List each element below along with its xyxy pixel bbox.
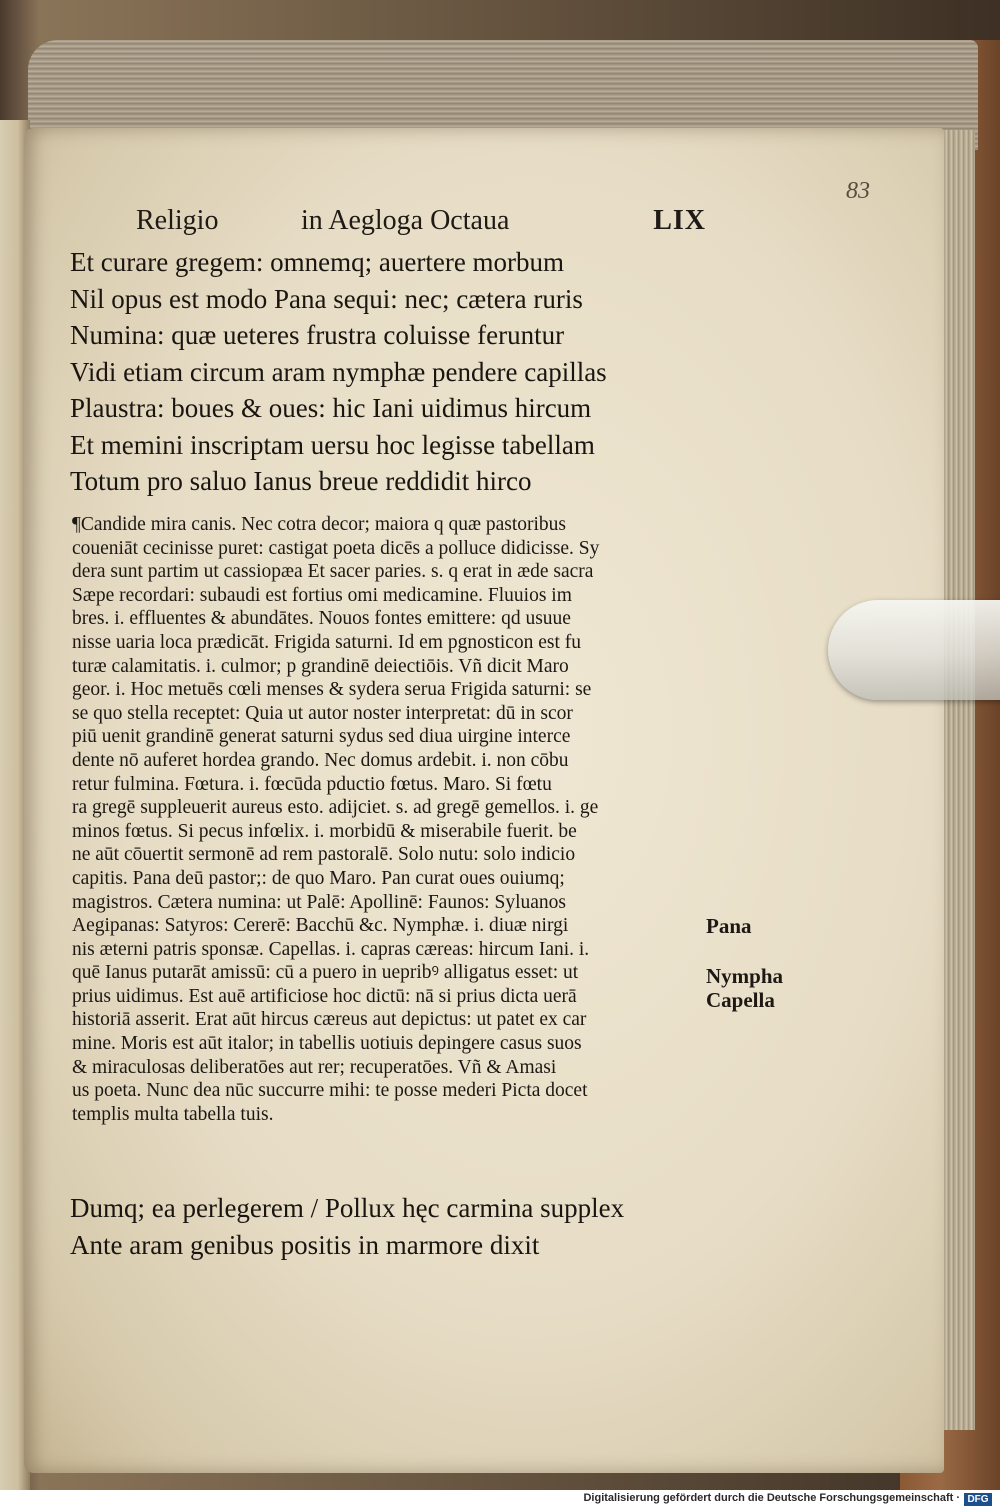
commentary-line: ne aūt cōuertit sermonē ad rem pastoralē. Solo nutu: solo indicio <box>72 844 576 866</box>
commentary-line: templis multa tabella tuis. <box>72 1103 274 1125</box>
header-page-numeral: LIX <box>653 205 706 236</box>
commentary-line: magistros. Cætera numina: ut Palē: Apollinē: Faunos: Syluanos <box>72 891 566 913</box>
verse-line: Totum pro saluo Ianus breue reddidit hirco <box>70 466 532 496</box>
commentary-line: prius uidimus. Est auē artificiose hoc dictū: nā si prius dicta uerā <box>72 985 577 1007</box>
commentary-line: retur fulmina. Fœtura. i. fœcūda pductio fœtus. Maro. Si fœtu <box>72 773 552 795</box>
verse-line: Et curare gregem: omnemq; auertere morbum <box>70 247 565 277</box>
commentary-line: bres. i. effluentes & abundātes. Nouos fontes emittere: qd usuue <box>72 608 571 630</box>
commentary-line: nis æterni patris sponsæ. Capellas. i. capras cæreas: hircum Iani. i. <box>72 938 590 960</box>
commentary-line: dera sunt partim ut cassiopæa Et sacer paries. s. q erat in æde sacra <box>72 561 594 583</box>
commentary-line: quē Ianus putarāt amissū: cū a puero in uepribꝰ alligatus esset: ut <box>72 962 579 984</box>
commentary-line: Aegipanas: Satyros: Cererē: Bacchū &c. Nymphæ. i. diuæ nirgi <box>72 915 569 937</box>
verse-line: Nil opus est modo Pana sequi: nec; cætera ruris <box>70 283 583 314</box>
verse-block-top <box>70 244 690 500</box>
commentary-line: geor. i. Hoc metuēs cœli menses & sydera serua Frigida saturni: se <box>72 679 592 701</box>
commentary-line: historiā asserit. Erat aūt hircus cæreus aut depictus: ut patet ex car <box>72 1009 587 1031</box>
header-left: Religio <box>136 205 219 236</box>
dfg-logo: DFG <box>964 1493 992 1506</box>
commentary-line: mine. Moris est aūt italor; in tabellis uotiuis depingere casus suos <box>72 1033 582 1055</box>
commentary-line: & miraculosas deliberatōes aut rer; recuperatōes. Vñ & Amasi <box>72 1056 557 1078</box>
commentary-line: Sæpe recordari: subaudi est fortius omi medicamine. Fluuios im <box>72 584 572 606</box>
footer-credit: Digitalisierung gefördert durch die Deutsche Forschungsgemeinschaft · <box>583 1492 960 1504</box>
verse-line: Numina: quæ ueteres frustra coluisse feruntur <box>70 320 565 350</box>
verse-line: Et memini inscriptam uersu hoc legisse tabellam <box>70 429 595 460</box>
verse-block-bottom <box>70 1190 690 1263</box>
marginal-note-capella: Capella <box>706 988 775 1012</box>
commentary-line: capitis. Pana deū pastor;: de quo Maro. Pan curat oues ouiumq; <box>72 867 565 889</box>
commentary-line: us poeta. Nunc dea nūc succurre mihi: te posse mederi Picta docet <box>72 1080 588 1102</box>
commentary-line: piū uenit grandinē generat saturni sydus sed diua uirgine interce <box>72 726 571 748</box>
commentary-block <box>72 513 708 1126</box>
header-center: in Aegloga Octaua <box>301 205 510 236</box>
commentary-line: coueniāt cecinisse puret: castigat poeta dicēs a polluce didicisse. Sy <box>72 537 600 559</box>
folio-number: 83 <box>846 178 870 204</box>
verse-line: Ante aram genibus positis in marmore dixit <box>70 1229 540 1260</box>
marginal-note-nympha: Nympha <box>706 964 784 988</box>
verse-line: Dumq; ea perlegerem / Pollux hęc carmina supplex <box>70 1193 625 1223</box>
commentary-line: nisse uaria loca prædicāt. Frigida saturni. Id em pgnosticon est fu <box>72 631 582 653</box>
verse-line: Vidi etiam circum aram nymphæ pendere capillas <box>70 356 607 387</box>
glass-clamp <box>828 600 1000 700</box>
commentary-line: turæ calamitatis. i. culmor; p grandinē deiectiōis. Vñ dicit Maro <box>72 655 569 677</box>
commentary-line: ra gregē suppleuerit aureus esto. adijciet. s. ad gregē gemellos. i. ge <box>72 797 599 819</box>
verse-line: Plaustra: boues & oues: hic Iani uidimus hircum <box>70 393 592 423</box>
commentary-line: se quo stella receptet: Quia ut autor noster interpretat: dū in scor <box>72 702 573 724</box>
commentary-line: minos fœtus. Si pecus infœlix. i. morbidū & miserabile fuerit. be <box>72 820 577 842</box>
marginal-note-pana: Pana <box>706 914 752 938</box>
commentary-line: ¶Candide mira canis. Nec cotra decor; maiora q quæ pastoribus <box>72 514 567 535</box>
running-header <box>136 205 706 245</box>
footer-bar <box>0 1490 1000 1510</box>
commentary-line: dente nō auferet hordea grando. Nec domus ardebit. i. non cōbu <box>72 749 569 771</box>
